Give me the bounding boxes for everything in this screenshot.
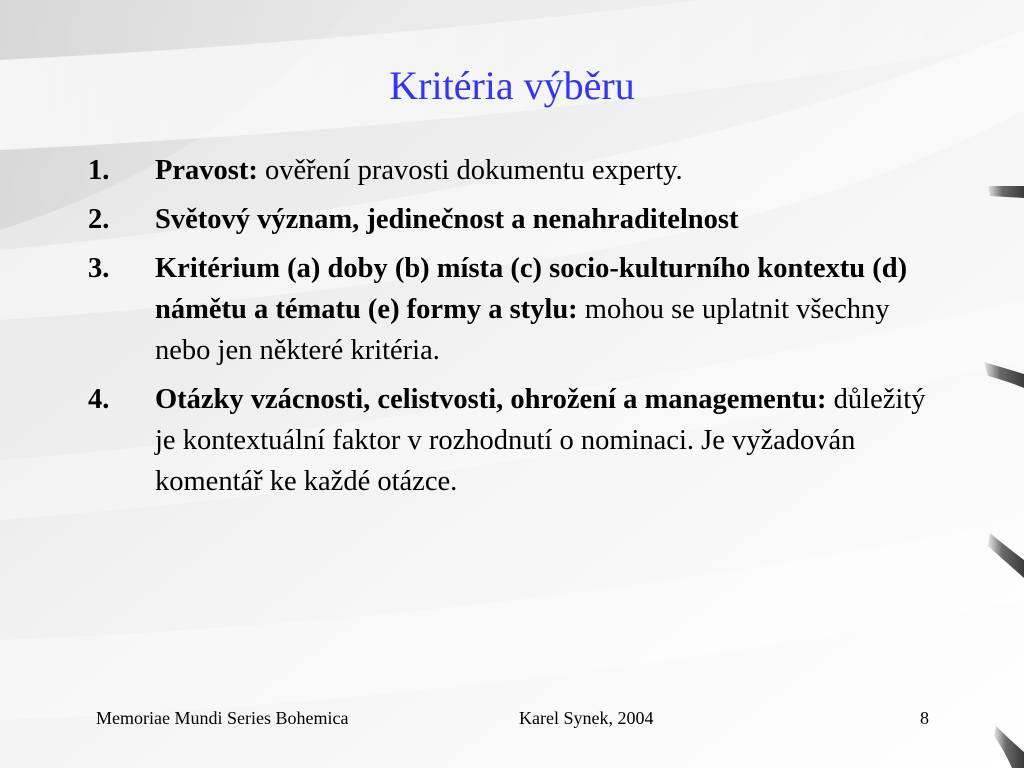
criteria-item-4 (88, 379, 948, 502)
footer-author: Karel Synek, 2004 (519, 708, 654, 728)
slide-title: Kritéria výběru (389, 63, 635, 108)
item-number: 1. (88, 155, 110, 186)
item-heading: Světový význam, jedinečnost a nenahraditelnost (155, 204, 739, 235)
item-number: 4. (88, 384, 110, 415)
item-number: 2. (88, 204, 110, 235)
item-number: 3. (88, 253, 110, 284)
criteria-item-3 (88, 248, 948, 371)
item-heading: Pravost: (155, 155, 258, 186)
item-text: mohou se uplatnit všechny nebo jen některé kritéria. (155, 294, 890, 366)
page-number: 8 (920, 708, 929, 728)
item-text: ověření pravosti dokumentu experty. (257, 155, 683, 186)
criteria-list (88, 150, 948, 510)
criteria-item-2 (88, 199, 948, 240)
footer-series: Memoriae Mundi Series Bohemica (96, 708, 349, 728)
item-heading: Kritérium (a) doby (b) místa (c) socio-kulturního kontextu (d) námětu a tématu (e) formy a stylu: (155, 253, 908, 325)
criteria-item-1 (88, 150, 948, 191)
item-text: důležitý je kontextuální faktor v rozhodnutí o nominaci. Je vyžadován komentář ke každé otázce. (155, 384, 926, 497)
edge-tick-1 (988, 186, 1024, 198)
item-heading: Otázky vzácnosti, celistvosti, ohrožení a managementu: (155, 384, 827, 415)
